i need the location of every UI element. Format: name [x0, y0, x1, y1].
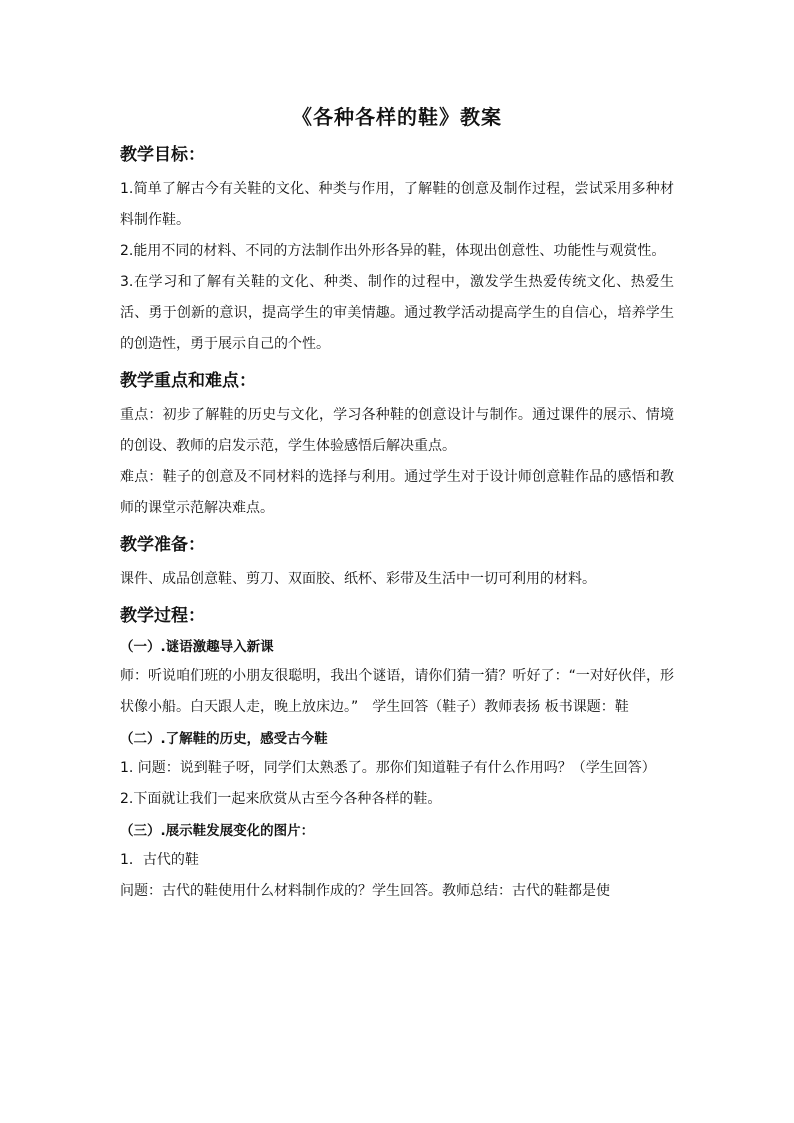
- key-point-item: 重点：初步了解鞋的历史与文化，学习各种鞋的创意设计与制作。通过课件的展示、情境的创设、教师的启发示范，学生体验感悟后解决重点。: [120, 407, 674, 454]
- section-heading-goals: 教学目标：: [120, 145, 205, 165]
- preparation-text: 课件、成品创意鞋、剪刀、双面胶、纸杯、彩带及生活中一切可利用的材料。: [120, 571, 596, 587]
- goal-item-3: 3.在学习和了解有关鞋的文化、种类、制作的过程中，激发学生热爱传统文化、热爱生活、勇于创新的意识，提高学生的审美情趣。通过教学活动提高学生的自信心，培养学生的创造性，勇于展示自己的个性。: [120, 274, 674, 352]
- process-part-2-heading: （二）.了解鞋的历史，感受古今鞋: [120, 731, 328, 747]
- process-part-3-item-2: 问题：古代的鞋使用什么材料制作成的？学生回答。教师总结：古代的鞋都是使: [120, 883, 610, 899]
- process-part-2-item-2: 2.下面就让我们一起来欣赏从古至今各种各样的鞋。: [120, 791, 442, 807]
- goal-item-2: 2.能用不同的材料、不同的方法制作出外形各异的鞋，体现出创意性、功能性与观赏性。: [120, 243, 666, 259]
- section-heading-preparation: 教学准备：: [120, 535, 205, 555]
- section-heading-key-points: 教学重点和难点：: [120, 371, 256, 391]
- section-preparation: [120, 532, 674, 595]
- section-teaching-process: [120, 603, 674, 907]
- process-part-2-item-1: 1. 问题：说到鞋子呀，同学们太熟悉了。那你们知道鞋子有什么作用吗？（学生回答）: [120, 760, 656, 776]
- process-part-1-heading: （一）.谜语激趣导入新课: [120, 639, 274, 655]
- process-part-3-item-1: 1．古代的鞋: [120, 852, 199, 868]
- section-key-points: [120, 368, 674, 524]
- document-title: 《各种各样的鞋》教案: [292, 105, 502, 129]
- goal-item-1: 1.简单了解古今有关鞋的文化、种类与作用，了解鞋的创意及制作过程，尝试采用多种材料制作鞋。: [120, 181, 674, 228]
- section-heading-process: 教学过程：: [120, 606, 205, 626]
- section-teaching-goals: [120, 142, 674, 360]
- process-part-1-text: 师：听说咱们班的小朋友很聪明，我出个谜语，请你们猜一猜？听好了：“一对好伙伴，形状像小船。白天跟人走，晚上放床边。” 学生回答（鞋子）教师表扬 板书课题：鞋: [120, 668, 674, 715]
- process-part-3-heading: （三）.展示鞋发展变化的图片：: [120, 823, 315, 839]
- difficult-point-item: 难点：鞋子的创意及不同材料的选择与利用。通过学生对于设计师创意鞋作品的感悟和教师的课堂示范解决难点。: [120, 469, 674, 516]
